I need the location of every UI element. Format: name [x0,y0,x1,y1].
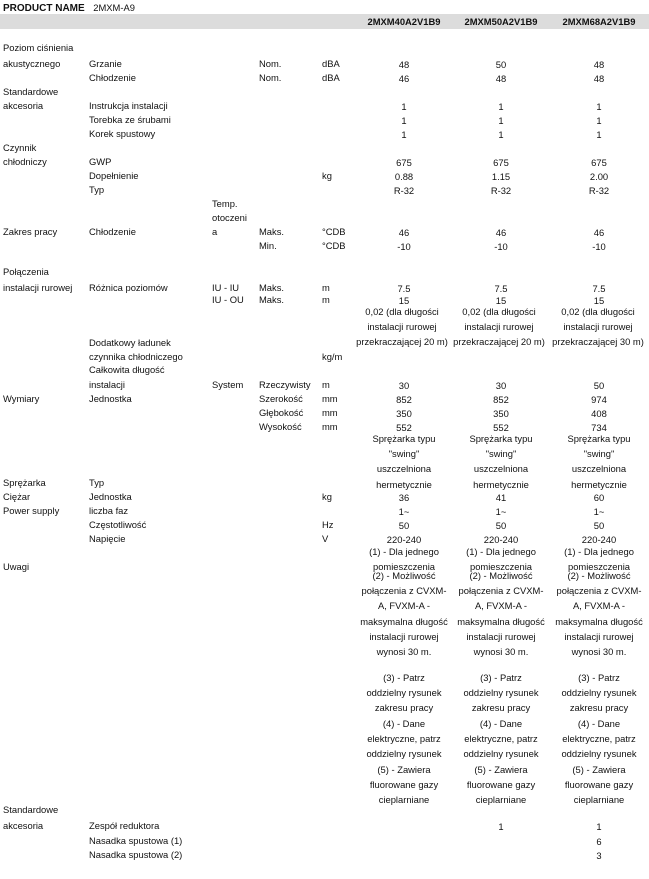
section-operation-title: Zakres pracy [3,226,58,237]
section-notes-title: Uwagi [3,561,30,572]
power-frequency-label: Częstotliwość [89,519,147,530]
section-compressor-title: Sprężarka [3,477,46,488]
piping-actual-label: Rzeczywisty [259,379,311,390]
noise-heating-value: 48 [398,59,410,70]
note-3: (3) - Patrz oddzielny rysunek zakresu pracy [463,672,539,714]
noise-cooling-unit: dBA [322,72,340,83]
dimensions-depth-value: 408 [591,408,607,419]
dimensions-width-value: 852 [493,394,509,405]
piping-iu-iu-label: IU - IU [212,282,240,293]
model-header-1: 2MXM40A2V1B9 [367,16,441,27]
power-phases-value: 1~ [398,506,410,517]
compressor-type-value: Sprężarka typu "swing" uszczelniona hermetycznie [567,433,631,490]
dimensions-depth-unit: mm [322,407,338,418]
piping-iu-iu-max: Maks. [259,282,285,293]
power-phases-label: liczba faz [89,505,129,516]
power-frequency-unit: Hz [322,519,334,530]
dimensions-height-value: 552 [493,422,509,433]
std-accessory-value: 1 [498,821,504,832]
power-voltage-unit: V [322,533,329,544]
note-1: (1) - Dla jednego pomieszczenia [466,546,536,573]
power-phases-value: 1~ [593,506,605,517]
note-2: (2) - Możliwość połączenia z CVXM-A, FVXM-A - maksymalna długość instalacji rurowej wynosi 30 m. [457,570,545,658]
noise-heating-nom: Nom. [259,58,282,69]
noise-heating-unit: dBA [322,58,340,69]
section-accessories-title-1: Standardowe [3,86,59,97]
operation-min-value: -10 [592,241,606,252]
power-frequency-value: 50 [593,520,605,531]
operation-min-value: -10 [397,241,411,252]
piping-total-length-label-2: instalacji [89,379,125,390]
section-power-title: Power supply [3,505,60,516]
noise-cooling-value: 48 [593,73,605,84]
dimensions-width-value: 974 [591,394,607,405]
section-refrigerant-title-1: Czynnik [3,142,37,153]
operation-ambient-label-2: otoczeni [212,212,247,223]
dimensions-width-value: 852 [396,394,412,405]
accessory-item-value: 1 [401,101,407,112]
piping-extra-charge-value: 0,02 (dla długości instalacji rurowej przekraczającej 20 m) [453,306,545,348]
accessory-item-value: 1 [401,129,407,140]
accessory-item-value: 1 [596,101,602,112]
note-5: (5) - Zawiera fluorowane gazy cieplarniane [369,764,439,806]
refrigerant-charge-unit: kg [322,170,332,181]
note-5: (5) - Zawiera fluorowane gazy cieplarniane [564,764,634,806]
dimensions-height-label: Wysokość [259,421,302,432]
operation-max-value: 46 [495,227,507,238]
note-3: (3) - Patrz oddzielny rysunek zakresu pracy [366,672,442,714]
dimensions-height-value: 734 [591,422,607,433]
refrigerant-type-label: Typ [89,184,105,195]
piping-total-value: 30 [398,380,410,391]
piping-system-label: System [212,379,244,390]
std-accessory-label: Nasadka spustowa (1) [89,835,183,846]
piping-extra-charge-value: 0,02 (dla długości instalacji rurowej przekraczającej 20 m) [356,306,448,348]
section-noise-title-2: akustycznego [3,58,61,69]
refrigerant-charge-label: Dopełnienie [89,170,139,181]
operation-ambient-label-1: Temp. [212,198,238,209]
weight-value: 36 [398,492,410,503]
dimensions-height-unit: mm [322,421,338,432]
std-accessory-label: Nasadka spustowa (2) [89,849,183,860]
dimensions-depth-value: 350 [493,408,509,419]
section-piping-title-1: Połączenia [3,266,49,277]
refrigerant-gwp-label: GWP [89,156,112,167]
power-frequency-value: 50 [495,520,507,531]
operation-max-value: 46 [593,227,605,238]
section-std-accessories-title-1: Standardowe [3,804,59,815]
operation-max-unit: °CDB [322,226,346,237]
note-4: (4) - Dane elektryczne, patrz oddzielny rysunek [463,718,539,760]
model-header-row [0,14,649,29]
std-accessory-label: Zespół reduktora [89,820,160,831]
compressor-type-value: Sprężarka typu "swing" uszczelniona hermetycznie [372,433,436,490]
accessory-item-label: Korek spustowy [89,128,156,139]
model-header-2: 2MXM50A2V1B9 [464,16,538,27]
piping-total-unit: m [322,379,330,390]
weight-unit: kg [322,491,332,502]
refrigerant-type-value: R-32 [490,185,512,196]
piping-extra-charge-unit: kg/m [322,351,343,362]
noise-heating-label: Grzanie [89,58,122,69]
operation-max-value: 46 [398,227,410,238]
weight-unit-label: Jednostka [89,491,132,502]
power-voltage-value: 220-240 [386,534,422,545]
accessory-item-label: Instrukcja instalacji [89,100,168,111]
power-frequency-value: 50 [398,520,410,531]
refrigerant-gwp-value: 675 [591,157,607,168]
noise-cooling-label: Chłodzenie [89,72,136,83]
refrigerant-gwp-value: 675 [396,157,412,168]
dimensions-unit-label: Jednostka [89,393,132,404]
piping-iu-ou-label: IU - OU [212,294,244,305]
piping-iu-iu-value: 7.5 [397,283,411,294]
noise-cooling-nom: Nom. [259,72,282,83]
operation-min-value: -10 [494,241,508,252]
std-accessory-value: 6 [596,836,602,847]
piping-iu-ou-value: 15 [495,295,507,306]
refrigerant-type-value: R-32 [588,185,610,196]
refrigerant-type-value: R-32 [393,185,415,196]
product-name-row [3,2,135,13]
piping-extra-charge-label-1: Dodatkowy ładunek [89,337,171,348]
dimensions-depth-label: Głębokość [259,407,304,418]
power-voltage-value: 220-240 [483,534,519,545]
note-1: (1) - Dla jednego pomieszczenia [369,546,439,573]
piping-iu-ou-value: 15 [593,295,605,306]
piping-iu-ou-value: 15 [398,295,410,306]
product-name-label: PRODUCT NAME [3,3,85,14]
refrigerant-charge-value: 0.88 [394,171,414,182]
accessory-item-value: 1 [498,129,504,140]
section-std-accessories-title-2: akcesoria [3,820,44,831]
noise-cooling-value: 48 [495,73,507,84]
accessory-item-value: 1 [498,101,504,112]
model-header-3: 2MXM68A2V1B9 [562,16,636,27]
accessory-item-value: 1 [596,129,602,140]
dimensions-width-unit: mm [322,393,338,404]
operation-min-label: Min. [259,240,277,251]
compressor-type-value: Sprężarka typu "swing" uszczelniona hermetycznie [469,433,533,490]
section-weight-title: Ciężar [3,491,31,502]
accessory-item-value: 1 [596,115,602,126]
piping-iu-iu-value: 7.5 [494,283,508,294]
std-accessory-value: 1 [596,821,602,832]
piping-iu-ou-unit: m [322,294,330,305]
refrigerant-charge-value: 1.15 [491,171,511,182]
piping-iu-iu-unit: m [322,282,330,293]
note-5: (5) - Zawiera fluorowane gazy cieplarniane [466,764,536,806]
note-4: (4) - Dane elektryczne, patrz oddzielny rysunek [366,718,442,760]
power-voltage-label: Napięcie [89,533,126,544]
note-3: (3) - Patrz oddzielny rysunek zakresu pracy [561,672,637,714]
operation-cooling-label: Chłodzenie [89,226,136,237]
note-4: (4) - Dane elektryczne, patrz oddzielny rysunek [561,718,637,760]
noise-cooling-value: 46 [398,73,410,84]
note-2: (2) - Możliwość połączenia z CVXM-A, FVXM-A - maksymalna długość instalacji rurowej wynosi 30 m. [360,570,448,658]
section-refrigerant-title-2: chłodniczy [3,156,47,167]
note-2: (2) - Możliwość połączenia z CVXM-A, FVXM-A - maksymalna długość instalacji rurowej wynosi 30 m. [555,570,643,658]
compressor-type-label: Typ [89,477,105,488]
operation-max-label: Maks. [259,226,285,237]
piping-level-diff-label: Różnica poziomów [89,282,168,293]
dimensions-width-label: Szerokość [259,393,303,404]
piping-total-value: 30 [495,380,507,391]
accessory-item-value: 1 [401,115,407,126]
noise-heating-value: 50 [495,59,507,70]
operation-ambient-label-3: a [212,226,218,237]
piping-iu-iu-value: 7.5 [592,283,606,294]
noise-heating-value: 48 [593,59,605,70]
accessory-item-label: Torebka ze śrubami [89,114,171,125]
piping-total-value: 50 [593,380,605,391]
std-accessory-value: 3 [596,850,602,861]
piping-iu-ou-max: Maks. [259,294,285,305]
operation-min-unit: °CDB [322,240,346,251]
section-piping-title-2: instalacji rurowej [3,282,73,293]
piping-extra-charge-label-2: czynnika chłodniczego [89,351,183,362]
accessory-item-value: 1 [498,115,504,126]
power-phases-value: 1~ [495,506,507,517]
dimensions-depth-value: 350 [396,408,412,419]
piping-total-length-label-1: Całkowita długość [89,364,165,375]
section-noise-title-1: Poziom ciśnienia [3,42,74,53]
refrigerant-charge-value: 2.00 [589,171,609,182]
refrigerant-gwp-value: 675 [493,157,509,168]
dimensions-height-value: 552 [396,422,412,433]
section-dimensions-title: Wymiary [3,393,40,404]
product-name-value: 2MXM-A9 [93,2,135,13]
weight-value: 41 [495,492,507,503]
piping-extra-charge-value: 0,02 (dla długości instalacji rurowej przekraczającej 30 m) [552,306,644,348]
section-accessories-title-2: akcesoria [3,100,44,111]
weight-value: 60 [593,492,605,503]
power-voltage-value: 220-240 [581,534,617,545]
note-1: (1) - Dla jednego pomieszczenia [564,546,634,573]
